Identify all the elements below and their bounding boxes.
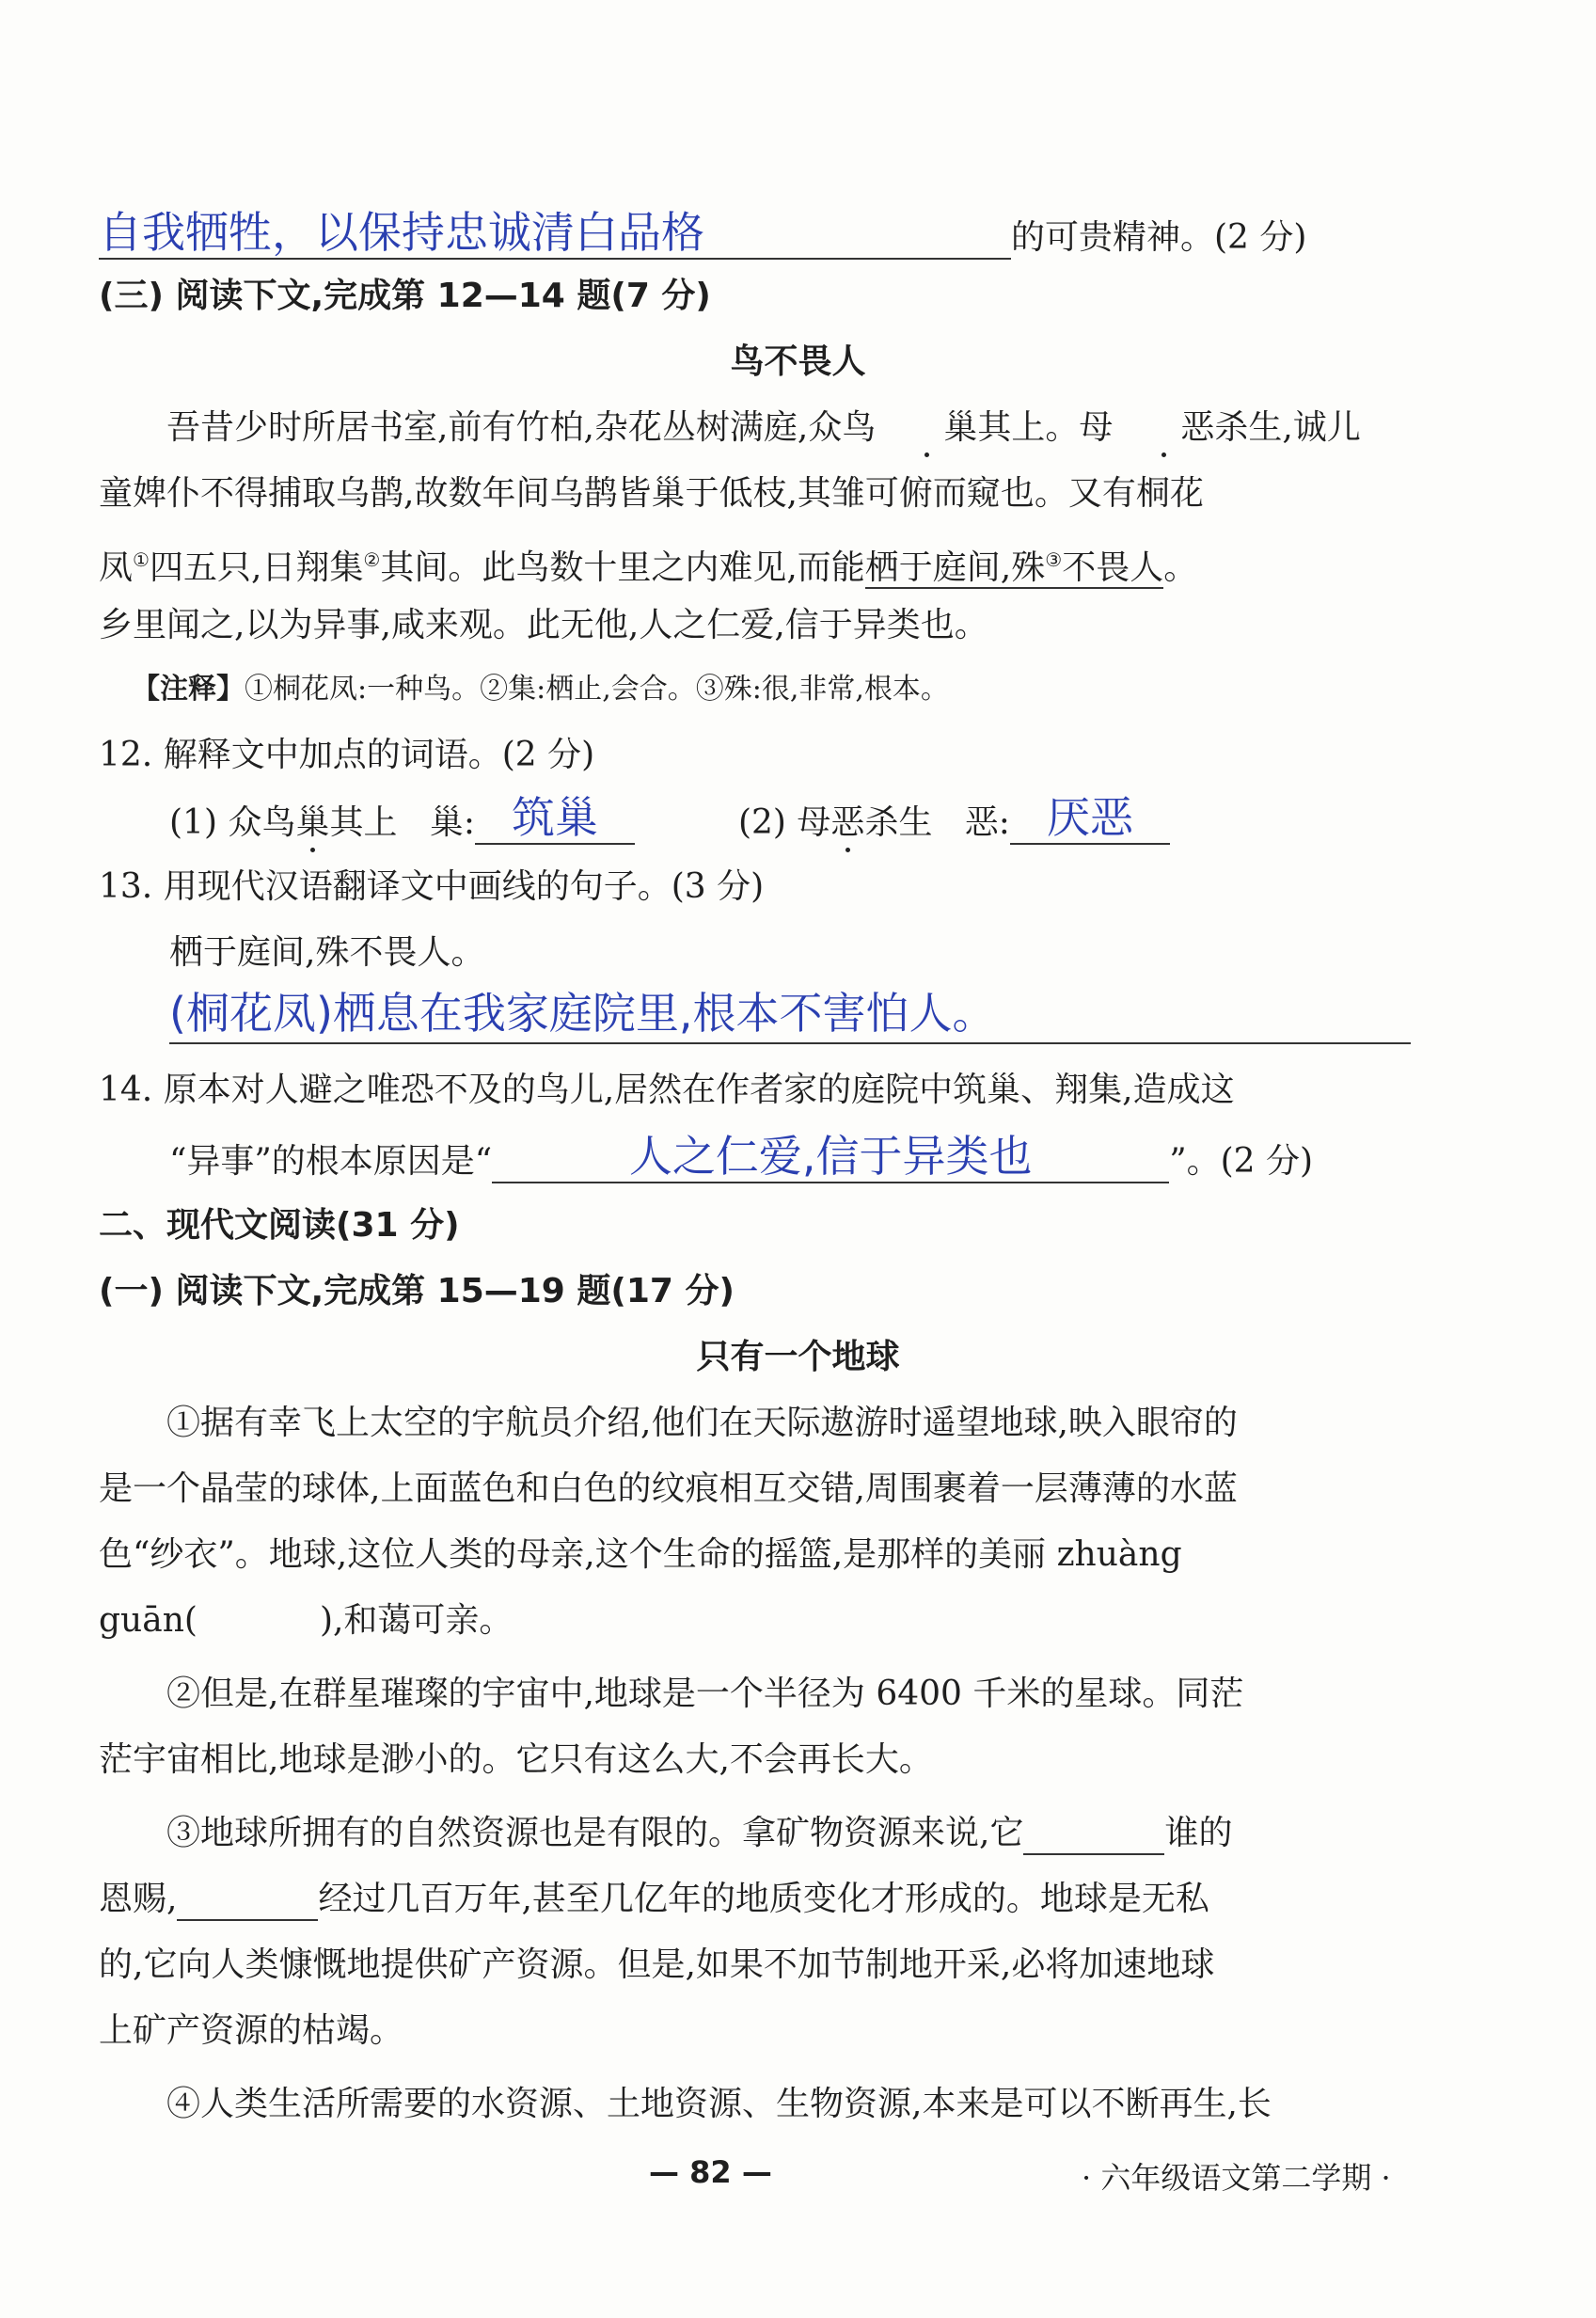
q14-answer-blank[interactable] xyxy=(492,1131,1169,1183)
fill-blank-2[interactable] xyxy=(177,1881,318,1921)
classical-title: 鸟不畏人 xyxy=(730,342,866,381)
q11-line xyxy=(99,209,1408,260)
q14-stem: 14. 原本对人避之唯恐不及的鸟儿,居然在作者家的庭院中筑巢、翔集,造成这 xyxy=(99,1071,1235,1109)
q12-parts: (1) 众鸟巢其上 巢: 筑巢 (2) 母恶杀生 恶: 厌恶 xyxy=(169,800,1408,845)
modern-p3-l4: 上矿产资源的枯竭。 xyxy=(99,2011,404,2050)
dotted-word-wu: 恶 xyxy=(1113,406,1214,450)
fill-blank-1[interactable] xyxy=(1023,1816,1164,1855)
classical-line-1: 吾昔少时所居书室,前有竹柏,杂花丛树满庭,众鸟 巢其上。母 恶杀生,诚儿 xyxy=(99,406,1408,450)
q12-handwritten-answer-2: 厌恶 xyxy=(1046,792,1133,843)
classical-line-4: 乡里闻之,以为异事,咸来观。此无他,人之仁爱,信于异类也。 xyxy=(99,606,988,644)
q13-stem: 13. 用现代汉语翻译文中画线的句子。(3 分) xyxy=(99,867,765,906)
modern-p1-l3: 色“纱衣”。地球,这位人类的母亲,这个生命的摇篮,是那样的美丽 zhuàng xyxy=(99,1535,1182,1574)
q13-handwritten-answer: (桐花凤)栖息在我家庭院里,根本不害怕人。 xyxy=(169,988,996,1039)
dotted-word-chao: 巢 xyxy=(876,406,977,450)
underlined-sentence: 栖于庭间,殊③不畏人 xyxy=(864,548,1164,587)
page-number: — 82 — xyxy=(649,2154,772,2190)
modern-p3-l3: 的,它向人类慷慨地提供矿产资源。但是,如果不加节制地开采,必将加速地球 xyxy=(99,1945,1215,1984)
part2-title: 二、现代文阅读(31 分) xyxy=(99,1206,460,1245)
modern-p1-l1: ①据有幸飞上太空的宇航员介绍,他们在天际遨游时遥望地球,映入眼帘的 xyxy=(166,1404,1238,1442)
modern-p1-l2: 是一个晶莹的球体,上面蓝色和白色的纹痕相互交错,周围裹着一层薄薄的水蓝 xyxy=(99,1469,1238,1508)
q11-answer-blank[interactable] xyxy=(99,209,1011,260)
q12-handwritten-answer-1: 筑巢 xyxy=(511,792,598,843)
section1-title: (一) 阅读下文,完成第 15—19 题(17 分) xyxy=(99,1272,735,1310)
q12-answer-2-blank[interactable] xyxy=(1010,792,1170,845)
modern-title: 只有一个地球 xyxy=(696,1338,900,1376)
q12-answer-1-blank[interactable] xyxy=(475,792,635,845)
q13-sentence: 栖于庭间,殊不畏人。 xyxy=(169,933,485,972)
section3-title: (三) 阅读下文,完成第 12—14 题(7 分) xyxy=(99,277,711,315)
q12-stem: 12. 解释文中加点的词语。(2 分) xyxy=(99,736,595,774)
q11-suffix: 的可贵精神。(2 分) xyxy=(1011,218,1307,257)
modern-p4-l1: ④人类生活所需要的水资源、土地资源、生物资源,本来是可以不断再生,长 xyxy=(166,2085,1272,2123)
q14-answer-line: “异事”的根本原因是“ 人之仁爱,信于异类也 ”。(2 分) xyxy=(169,1131,1314,1182)
classical-line-2: 童婢仆不得捕取乌鹊,故数年间乌鹊皆巢于低枝,其雏可俯而窥也。又有桐花 xyxy=(99,474,1204,513)
modern-p1-l4: guān( ),和蔼可亲。 xyxy=(99,1601,514,1640)
modern-p2-l2: 茫宇宙相比,地球是渺小的。它只有这么大,不会再长大。 xyxy=(99,1740,933,1779)
q11-handwritten-answer: 自我牺牲，以保持忠诚清白品格 xyxy=(99,207,704,258)
classical-line-3: 凤①四五只,日翔集②其间。此鸟数十里之内难见,而能栖于庭间,殊③不畏人。 xyxy=(99,548,1198,587)
book-title: · 六年级语文第二学期 · xyxy=(1082,2160,1391,2196)
modern-p3-l2: 恩赐, 经过几百万年,甚至几亿年的地质变化才形成的。地球是无私 xyxy=(99,1878,1408,1921)
q14-handwritten-answer: 人之仁爱,信于异类也 xyxy=(628,1131,1033,1182)
annotation xyxy=(132,668,1408,711)
annotation-text: ①桐花凤:一种鸟。②集:栖止,会合。③殊:很,非常,根本。 xyxy=(245,673,949,706)
q13-answer-line[interactable] xyxy=(169,986,1411,1044)
modern-p3-l1: ③地球所拥有的自然资源也是有限的。拿矿物资源来说,它 谁的 xyxy=(99,1812,1408,1855)
modern-p2-l1: ②但是,在群星璀璨的宇宙中,地球是一个半径为 6400 千米的星球。同茫 xyxy=(166,1675,1244,1713)
annotation-label: 【注释】 xyxy=(132,673,245,706)
